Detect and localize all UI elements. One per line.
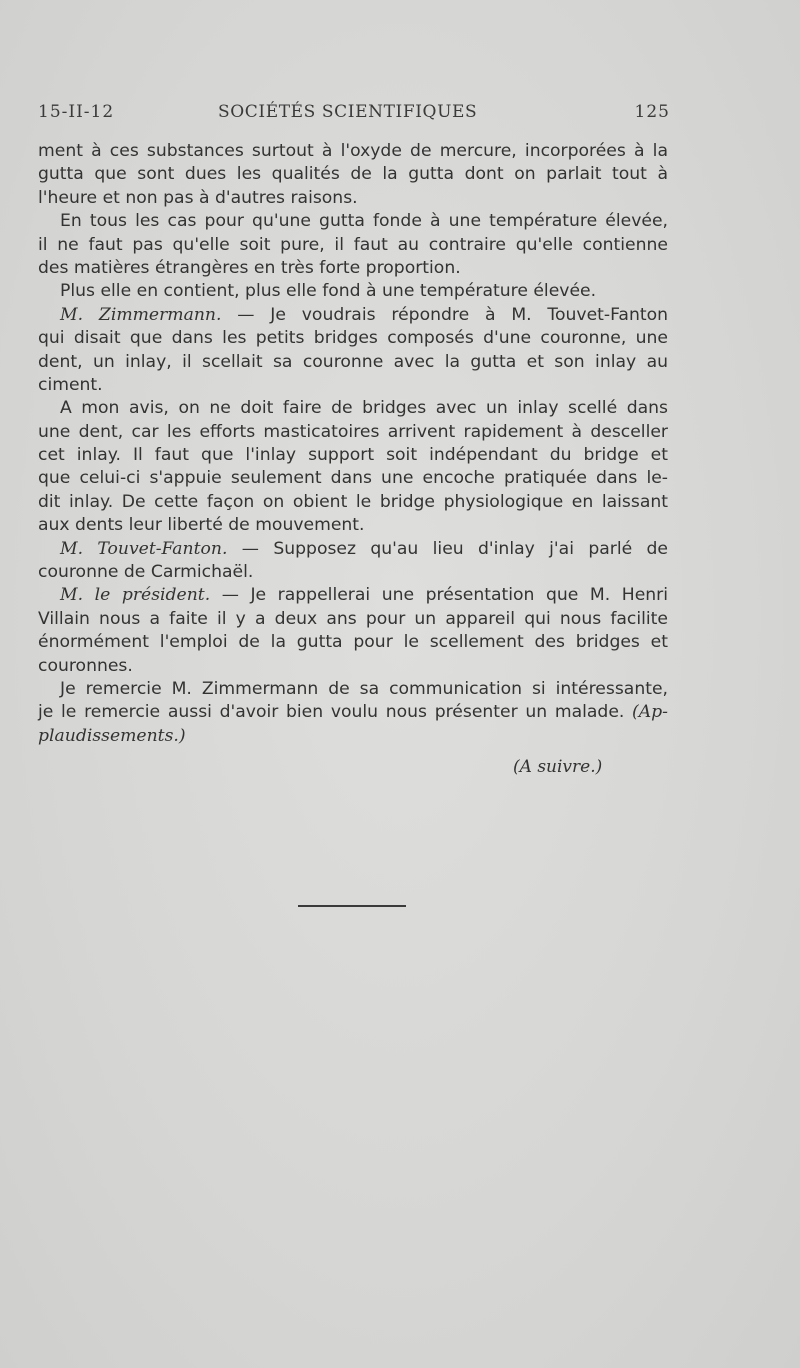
text-line: l'heure et non pas à d'autres raisons. bbox=[38, 187, 358, 208]
text-line: Plus elle en contient, plus elle fond à une température élevée. bbox=[60, 281, 597, 302]
text-line: il ne faut pas qu'elle soit pure, il faut au contraire qu'elle contienne bbox=[38, 234, 668, 255]
text-line: couronne de Carmichaël. bbox=[38, 562, 254, 583]
to-be-continued: (A suivre.) bbox=[513, 757, 603, 777]
speech-text: — Je voudrais répondre à M. Touvet-Fanton bbox=[237, 304, 668, 325]
text-segment: je le remercie aussi d'avoir bien voulu nous présenter un malade. bbox=[38, 702, 625, 723]
page-number: 125 bbox=[634, 102, 670, 122]
dialogue-line bbox=[38, 304, 668, 327]
speaker-name: M. Zimmermann. bbox=[60, 304, 222, 325]
applause-note-end: plaudissements.) bbox=[38, 725, 186, 746]
text-line: Je remercie M. Zimmermann de sa communication si intéressante, bbox=[60, 678, 668, 699]
speaker-name: M. le président. bbox=[60, 585, 211, 606]
header-title: SOCIÉTÉS SCIENTIFIQUES bbox=[218, 102, 478, 122]
text-line: qui disait que dans les petits bridges composés d'une couronne, une bbox=[38, 328, 668, 349]
speech-text: — Je rappellerai une présentation que M. Henri bbox=[221, 585, 669, 606]
applause-note: (Ap- bbox=[632, 702, 668, 723]
text-line: cet inlay. Il faut que l'inlay support soit indépendant du bridge et bbox=[38, 445, 668, 466]
text-line: En tous les cas pour qu'une gutta fonde à une température élevée, bbox=[60, 211, 668, 232]
text-line: dent, un inlay, il scellait sa couronne avec la gutta et son inlay au bbox=[38, 351, 668, 372]
text-line: énormément l'emploi de la gutta pour le scellement des bridges et bbox=[38, 632, 668, 653]
speech-text: — Supposez qu'au lieu d'inlay j'ai parlé de bbox=[241, 538, 669, 559]
speaker-name: M. Touvet-Fanton. bbox=[60, 538, 228, 559]
text-line: couronnes. bbox=[38, 655, 133, 676]
text-line: Villain nous a faite il y a deux ans pour un appareil qui nous facilite bbox=[38, 608, 668, 629]
text-line: ment à ces substances surtout à l'oxyde de mercure, incorporées à la bbox=[38, 141, 668, 161]
text-line: ciment. bbox=[38, 374, 103, 395]
dialogue-line bbox=[38, 538, 668, 561]
text-line: A mon avis, on ne doit faire de bridges avec un inlay scellé dans bbox=[60, 398, 668, 419]
running-header bbox=[38, 102, 670, 124]
section-divider bbox=[298, 905, 406, 907]
text-line: gutta que sont dues les qualités de la gutta dont on parlait tout à bbox=[38, 164, 668, 185]
text-line bbox=[38, 701, 668, 724]
text-line: aux dents leur liberté de mouvement. bbox=[38, 515, 365, 536]
text-line: dit inlay. De cette façon on obient le bridge physiologique en laissant bbox=[38, 491, 668, 512]
header-date: 15-II-12 bbox=[38, 102, 115, 122]
text-line: une dent, car les efforts masticatoires arrivent rapidement à desceller bbox=[38, 421, 668, 442]
text-line: des matières étrangères en très forte proportion. bbox=[38, 257, 461, 278]
dialogue-line bbox=[38, 584, 668, 607]
article-body bbox=[38, 140, 668, 748]
text-line: que celui-ci s'appuie seulement dans une encoche pratiquée dans le- bbox=[38, 468, 668, 489]
